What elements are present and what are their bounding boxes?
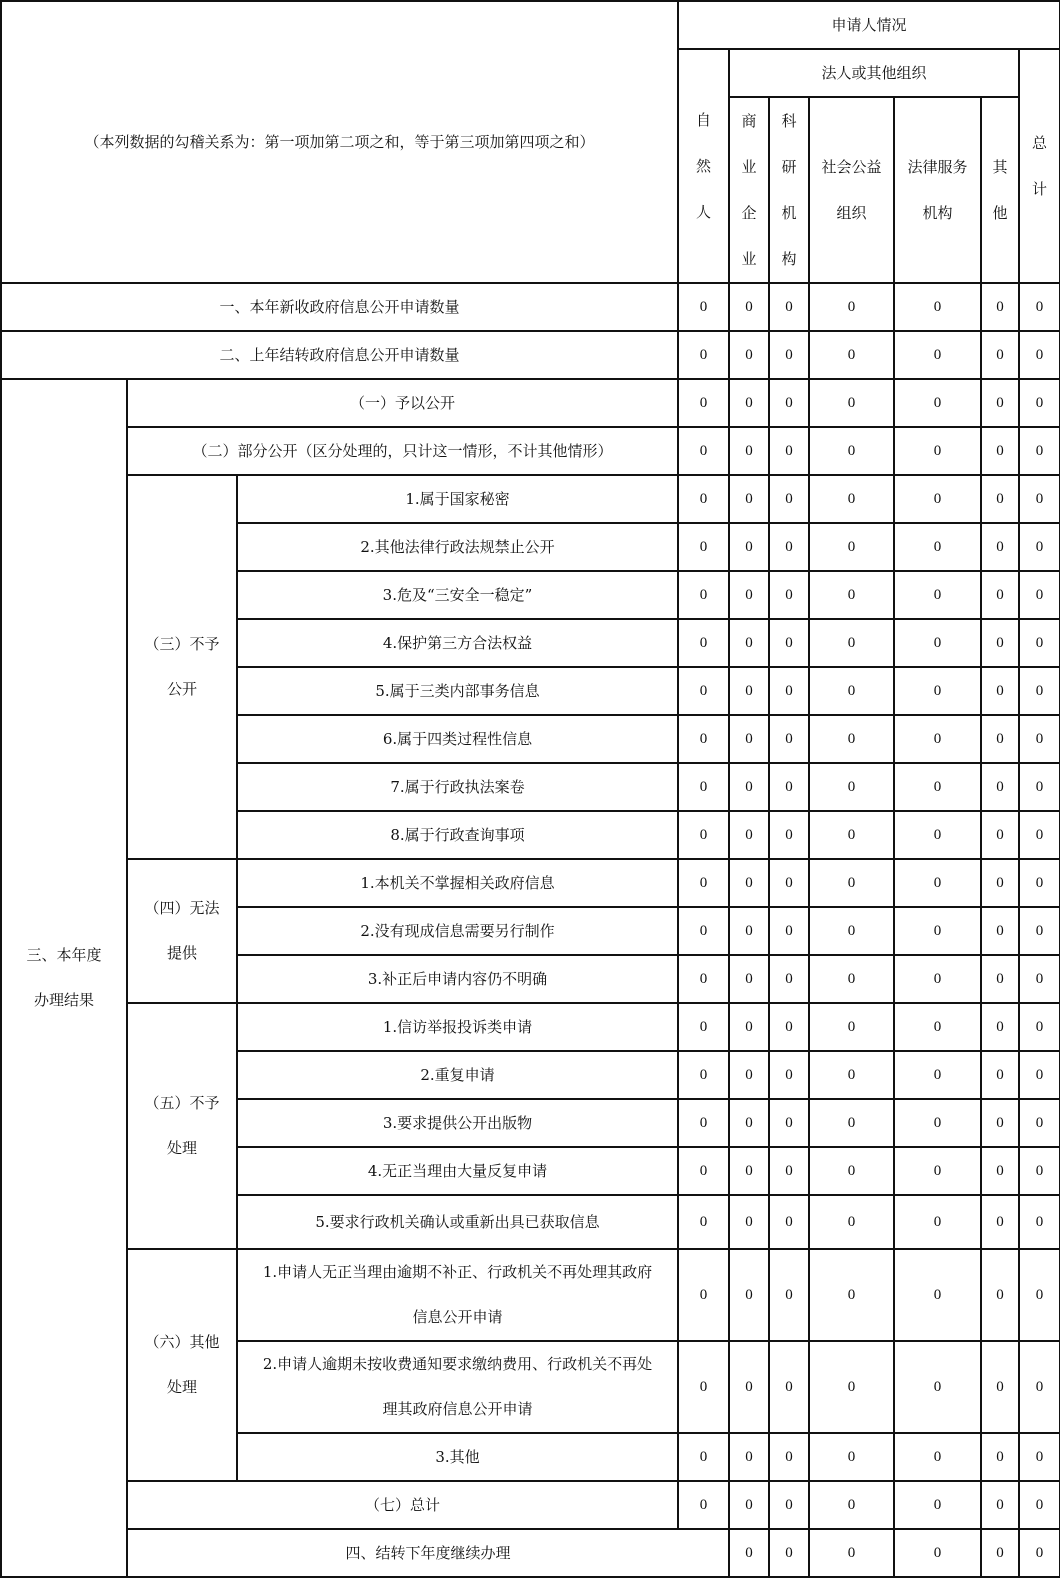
cell-value: 0 (981, 811, 1019, 859)
cell-value: 0 (981, 523, 1019, 571)
cell-value: 0 (1019, 1195, 1060, 1249)
header-total (1019, 49, 1060, 283)
row-label: 7.属于行政执法案卷 (237, 763, 678, 811)
header-legal-service (894, 97, 981, 283)
header-commercial (729, 97, 769, 283)
cell-value: 0 (678, 1003, 729, 1051)
cell-value: 0 (1019, 1249, 1060, 1341)
row-label: 4.保护第三方合法权益 (237, 619, 678, 667)
cell-value: 0 (1019, 1529, 1060, 1577)
row-label: 2.其他法律行政法规禁止公开 (237, 523, 678, 571)
row-label: 二、上年结转政府信息公开申请数量 (1, 331, 678, 379)
row-label: 2.重复申请 (237, 1051, 678, 1099)
cell-value: 0 (809, 907, 894, 955)
table-row (1, 427, 1060, 475)
cell-value: 0 (981, 907, 1019, 955)
cell-value: 0 (678, 811, 729, 859)
cell-value: 0 (981, 1003, 1019, 1051)
cell-value: 0 (769, 907, 809, 955)
cell-value: 0 (894, 1481, 981, 1529)
table-row (1, 1529, 1060, 1577)
row-label: （七）总计 (127, 1481, 678, 1529)
row-label-text: 1.申请人无正当理由逾期不补正、行政机关不再处理其政府信息公开申请 (262, 1263, 653, 1326)
cell-value: 0 (809, 1481, 894, 1529)
row-label: 1.属于国家秘密 (237, 475, 678, 523)
header-applicant: 申请人情况 (678, 1, 1060, 49)
cell-value: 0 (981, 283, 1019, 331)
cell-value: 0 (809, 523, 894, 571)
cell-value: 0 (1019, 907, 1060, 955)
cell-value: 0 (769, 283, 809, 331)
cell-value: 0 (678, 283, 729, 331)
cell-value: 0 (981, 859, 1019, 907)
cell-value: 0 (809, 475, 894, 523)
row-label: 3.要求提供公开出版物 (237, 1099, 678, 1147)
cell-value: 0 (729, 907, 769, 955)
cell-value: 0 (894, 763, 981, 811)
cell-value: 0 (769, 1099, 809, 1147)
cell-value: 0 (729, 475, 769, 523)
cell-value: 0 (1019, 619, 1060, 667)
cell-value: 0 (1019, 1003, 1060, 1051)
cell-value: 0 (769, 1003, 809, 1051)
cell-value: 0 (809, 955, 894, 1003)
cell-value: 0 (678, 763, 729, 811)
row-label: 5.属于三类内部事务信息 (237, 667, 678, 715)
cell-value: 0 (729, 1433, 769, 1481)
cell-value: 0 (809, 619, 894, 667)
cell-value: 0 (981, 475, 1019, 523)
cell-value: 0 (894, 379, 981, 427)
row-label: 1.信访举报投诉类申请 (237, 1003, 678, 1051)
cell-value: 0 (981, 715, 1019, 763)
cell-value: 0 (678, 667, 729, 715)
cell-value: 0 (809, 427, 894, 475)
cell-value: 0 (769, 955, 809, 1003)
cell-value: 0 (729, 1341, 769, 1433)
cell-value: 0 (1019, 427, 1060, 475)
cell-value: 0 (678, 1341, 729, 1433)
cell-value: 0 (769, 1249, 809, 1341)
cell-value: 0 (981, 1433, 1019, 1481)
cell-value: 0 (678, 475, 729, 523)
group-label-cannot-provide (127, 859, 237, 1003)
row-label: 一、本年新收政府信息公开申请数量 (1, 283, 678, 331)
cell-value: 0 (729, 619, 769, 667)
cell-value: 0 (894, 1051, 981, 1099)
group-label-not-processed-text: （五）不予处理 (144, 1094, 220, 1157)
header-commercial-text: 商业企业 (741, 112, 757, 268)
cell-value: 0 (981, 763, 1019, 811)
group-label-results-text: 三、本年度办理结果 (26, 946, 102, 1009)
cell-value: 0 (981, 1481, 1019, 1529)
table-row (1, 859, 1060, 907)
cell-value: 0 (678, 379, 729, 427)
cell-value: 0 (809, 1003, 894, 1051)
cell-value: 0 (678, 1099, 729, 1147)
row-label: 8.属于行政查询事项 (237, 811, 678, 859)
table-row (1, 475, 1060, 523)
cell-value: 0 (894, 331, 981, 379)
row-label: （二）部分公开（区分处理的，只计这一情形，不计其他情形） (127, 427, 678, 475)
cell-value: 0 (769, 667, 809, 715)
table-row (1, 283, 1060, 331)
cell-value: 0 (981, 1341, 1019, 1433)
cell-value: 0 (1019, 1433, 1060, 1481)
cell-value: 0 (729, 571, 769, 619)
table-row (1, 1481, 1060, 1529)
cell-value: 0 (981, 1147, 1019, 1195)
cell-value: 0 (894, 619, 981, 667)
cell-value: 0 (809, 1249, 894, 1341)
header-legal-service-text: 法律服务机构 (907, 158, 968, 222)
cell-value: 0 (769, 1147, 809, 1195)
cell-value: 0 (729, 427, 769, 475)
cell-value: 0 (981, 571, 1019, 619)
cell-value: 0 (809, 283, 894, 331)
cell-value: 0 (769, 1051, 809, 1099)
cell-value: 0 (729, 283, 769, 331)
row-label: 6.属于四类过程性信息 (237, 715, 678, 763)
cell-value: 0 (894, 667, 981, 715)
cell-value: 0 (1019, 1099, 1060, 1147)
cell-value: 0 (769, 811, 809, 859)
row-label: 3.危及“三安全一稳定” (237, 571, 678, 619)
cell-value: 0 (769, 331, 809, 379)
cell-value: 0 (729, 1003, 769, 1051)
cell-value: 0 (729, 331, 769, 379)
cell-value: 0 (809, 1099, 894, 1147)
cell-value: 0 (1019, 523, 1060, 571)
cell-value: 0 (729, 1249, 769, 1341)
cell-value: 0 (678, 1051, 729, 1099)
cell-value: 0 (769, 1341, 809, 1433)
cell-value: 0 (678, 1249, 729, 1341)
cell-value: 0 (678, 955, 729, 1003)
cell-value: 0 (1019, 763, 1060, 811)
group-label-results (1, 379, 127, 1577)
cell-value: 0 (769, 1195, 809, 1249)
cell-value: 0 (769, 715, 809, 763)
row-label: 四、结转下年度继续办理 (127, 1529, 729, 1577)
cell-value: 0 (894, 811, 981, 859)
cell-value: 0 (809, 859, 894, 907)
header-total-text: 总计 (1031, 134, 1047, 198)
row-label (237, 1249, 678, 1341)
cell-value: 0 (678, 571, 729, 619)
cell-value: 0 (678, 523, 729, 571)
table-row (1, 379, 1060, 427)
table-row (1, 1249, 1060, 1341)
cell-value: 0 (1019, 955, 1060, 1003)
cell-value: 0 (894, 955, 981, 1003)
cell-value: 0 (678, 715, 729, 763)
cell-value: 0 (981, 955, 1019, 1003)
row-label: 5.要求行政机关确认或重新出具已获取信息 (237, 1195, 678, 1249)
cell-value: 0 (769, 763, 809, 811)
cell-value: 0 (1019, 1341, 1060, 1433)
row-label: 3.补正后申请内容仍不明确 (237, 955, 678, 1003)
group-label-other-processing (127, 1249, 237, 1481)
cell-value: 0 (894, 907, 981, 955)
cell-value: 0 (981, 331, 1019, 379)
cell-value: 0 (729, 1195, 769, 1249)
header-legal-org: 法人或其他组织 (729, 49, 1019, 97)
cell-value: 0 (981, 379, 1019, 427)
cell-value: 0 (894, 523, 981, 571)
cell-value: 0 (1019, 1481, 1060, 1529)
cell-value: 0 (809, 1433, 894, 1481)
cell-value: 0 (894, 1341, 981, 1433)
cell-value: 0 (769, 475, 809, 523)
cell-value: 0 (1019, 331, 1060, 379)
cell-value: 0 (1019, 811, 1060, 859)
cell-value: 0 (729, 379, 769, 427)
cell-value: 0 (809, 811, 894, 859)
cell-value: 0 (729, 1529, 769, 1577)
table-row (1, 1003, 1060, 1051)
cell-value: 0 (1019, 715, 1060, 763)
header-research-text: 科研机构 (781, 112, 797, 268)
cell-value: 0 (809, 331, 894, 379)
cell-value: 0 (729, 859, 769, 907)
header-other-text: 其他 (992, 158, 1008, 222)
cell-value: 0 (1019, 1147, 1060, 1195)
cell-value: 0 (1019, 859, 1060, 907)
cell-value: 0 (729, 763, 769, 811)
cell-value: 0 (809, 667, 894, 715)
cell-value: 0 (769, 1433, 809, 1481)
cell-value: 0 (769, 427, 809, 475)
group-label-other-processing-text: （六）其他处理 (144, 1333, 220, 1396)
header-natural-person (678, 49, 729, 283)
cell-value: 0 (729, 1051, 769, 1099)
cell-value: 0 (981, 1099, 1019, 1147)
cell-value: 0 (1019, 475, 1060, 523)
cell-value: 0 (729, 1099, 769, 1147)
cell-value: 0 (809, 1147, 894, 1195)
row-label (237, 1341, 678, 1433)
cell-value: 0 (981, 1249, 1019, 1341)
cell-value: 0 (678, 331, 729, 379)
cell-value: 0 (981, 427, 1019, 475)
cell-value: 0 (894, 1433, 981, 1481)
cell-value: 0 (769, 1529, 809, 1577)
cell-value: 0 (769, 1481, 809, 1529)
group-label-not-processed (127, 1003, 237, 1249)
cell-value: 0 (809, 571, 894, 619)
cell-value: 0 (678, 1481, 729, 1529)
cell-value: 0 (729, 955, 769, 1003)
header-note: （本列数据的勾稽关系为：第一项加第二项之和，等于第三项加第四项之和） (1, 1, 678, 283)
header-research (769, 97, 809, 283)
cell-value: 0 (981, 1529, 1019, 1577)
cell-value: 0 (894, 1099, 981, 1147)
header-social-text: 社会公益组织 (821, 158, 882, 222)
cell-value: 0 (678, 1147, 729, 1195)
row-label: （一）予以公开 (127, 379, 678, 427)
row-label-text: 2.申请人逾期未按收费通知要求缴纳费用、行政机关不再处理其政府信息公开申请 (262, 1355, 653, 1418)
group-label-not-disclosed-text: （三）不予公开 (144, 635, 220, 698)
cell-value: 0 (981, 667, 1019, 715)
cell-value: 0 (678, 859, 729, 907)
cell-value: 0 (769, 523, 809, 571)
cell-value: 0 (981, 1051, 1019, 1099)
cell-value: 0 (1019, 667, 1060, 715)
row-label: 1.本机关不掌握相关政府信息 (237, 859, 678, 907)
cell-value: 0 (894, 1003, 981, 1051)
cell-value: 0 (678, 427, 729, 475)
cell-value: 0 (809, 1051, 894, 1099)
cell-value: 0 (894, 571, 981, 619)
cell-value: 0 (729, 667, 769, 715)
row-label: 3.其他 (237, 1433, 678, 1481)
row-label: 4.无正当理由大量反复申请 (237, 1147, 678, 1195)
cell-value: 0 (678, 619, 729, 667)
cell-value: 0 (894, 283, 981, 331)
cell-value: 0 (1019, 283, 1060, 331)
cell-value: 0 (769, 571, 809, 619)
cell-value: 0 (809, 763, 894, 811)
cell-value: 0 (894, 1529, 981, 1577)
cell-value: 0 (1019, 379, 1060, 427)
cell-value: 0 (678, 907, 729, 955)
cell-value: 0 (809, 715, 894, 763)
row-label: 2.没有现成信息需要另行制作 (237, 907, 678, 955)
cell-value: 0 (729, 1481, 769, 1529)
cell-value: 0 (894, 715, 981, 763)
header-social (809, 97, 894, 283)
cell-value: 0 (729, 715, 769, 763)
header-other (981, 97, 1019, 283)
cell-value: 0 (769, 379, 809, 427)
table-row (1, 331, 1060, 379)
cell-value: 0 (769, 619, 809, 667)
cell-value: 0 (1019, 1051, 1060, 1099)
header-natural-person-text: 自然人 (695, 111, 711, 221)
cell-value: 0 (894, 475, 981, 523)
group-label-not-disclosed (127, 475, 237, 859)
cell-value: 0 (729, 523, 769, 571)
cell-value: 0 (678, 1433, 729, 1481)
group-label-cannot-provide-text: （四）无法提供 (144, 899, 220, 962)
cell-value: 0 (809, 379, 894, 427)
cell-value: 0 (894, 427, 981, 475)
cell-value: 0 (729, 1147, 769, 1195)
cell-value: 0 (769, 859, 809, 907)
cell-value: 0 (809, 1529, 894, 1577)
cell-value: 0 (1019, 571, 1060, 619)
cell-value: 0 (894, 1249, 981, 1341)
cell-value: 0 (809, 1341, 894, 1433)
cell-value: 0 (894, 1195, 981, 1249)
cell-value: 0 (981, 619, 1019, 667)
cell-value: 0 (894, 1147, 981, 1195)
cell-value: 0 (981, 1195, 1019, 1249)
cell-value: 0 (809, 1195, 894, 1249)
cell-value: 0 (678, 1195, 729, 1249)
cell-value: 0 (729, 811, 769, 859)
cell-value: 0 (894, 859, 981, 907)
